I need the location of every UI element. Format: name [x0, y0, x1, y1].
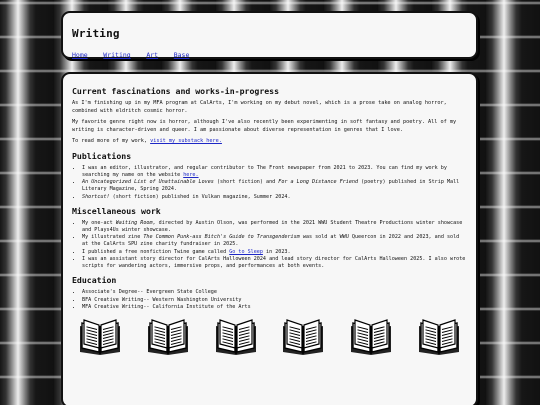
misc-text: My illustrated zine [82, 234, 144, 241]
misc-item [82, 234, 467, 248]
header-panel [61, 11, 478, 59]
education-item: • BFA Creative Writing-- Western Washington University [82, 297, 467, 304]
current-paragraph-3 [72, 138, 467, 146]
education-section [72, 275, 467, 311]
misc-item: • I was an assistant story director for CalArts Halloween 2024 and lead story director for CalArts Halloween 2025. I also wrote scripts for wandering actors, immersive props, and performances at both events. [82, 256, 467, 270]
the-front-link[interactable]: here. [183, 171, 199, 178]
substack-prefix: To read more of my work, [72, 138, 151, 145]
publication-item [82, 165, 467, 179]
nav-writing-link[interactable]: Writing [103, 51, 131, 59]
misc-text: I published a free nonfiction Twine game called [82, 248, 230, 255]
substack-link[interactable]: visit my substack here. [150, 138, 222, 145]
education-item: • MFA Creative Writing-- California Institute of the Arts [82, 304, 467, 311]
open-book-icon [417, 318, 461, 356]
publication-title: For a Long Distance Friend [278, 179, 359, 186]
open-book-icon [214, 318, 258, 356]
misc-text: My one-act [82, 219, 116, 226]
publication-title: Shortcut! [82, 193, 110, 200]
misc-list [72, 220, 467, 271]
misc-heading: Miscellaneous work [72, 205, 161, 216]
current-heading: Current fascinations and works-in-progress [72, 86, 280, 96]
open-book-icon [78, 318, 122, 356]
publication-text: I was an editor, illustrator, and regular contributor to The Front newspaper from 2021 to 2023. You can find my work by searching my name on the website [82, 164, 447, 178]
current-section [72, 86, 467, 146]
education-list [72, 289, 467, 311]
publication-text: (short fiction) and [213, 179, 279, 186]
content-panel [61, 72, 478, 405]
publication-title: An Uncategorized List of Unattainable Loves [82, 179, 214, 186]
site-title: Writing [72, 27, 120, 40]
misc-title: The Common Punk-ass Bitch's Guide to Transgenderism [143, 234, 300, 241]
misc-section [72, 206, 467, 271]
nav-art-link[interactable]: Art [146, 51, 159, 59]
current-paragraph-2: My favorite genre right now is horror, although I've also recently been experimenting in soft fantasy and poetry. All of my writing is character-driven and queer. I am passionate about diverse representation in genres that I love. [72, 119, 457, 133]
book-row [72, 316, 467, 356]
misc-item [82, 220, 467, 234]
misc-title: Waiting Room [115, 219, 153, 226]
education-heading: Education [72, 275, 117, 286]
publication-item [82, 179, 467, 193]
nav-home-link[interactable]: Home [72, 51, 88, 59]
go-to-sleep-link[interactable]: Go to Sleep [229, 248, 263, 255]
publications-list [72, 165, 467, 201]
misc-text: , directed by Austin Olson, was performed in the 2021 WWU Student Theatre Productions winter showcase and Plays4Us winter showcase. [82, 219, 463, 233]
misc-text: was sold at WWU Queercon in 2022 and 2023, and sold at the CalArts SPU zine charity fundraiser in 2025. [82, 234, 460, 248]
education-item: • Associate's Degree-- Evergreen State College [82, 289, 467, 296]
open-book-icon [281, 318, 325, 356]
publications-heading: Publications [72, 150, 132, 161]
publications-section [72, 151, 467, 201]
open-book-icon [146, 318, 190, 356]
publication-text: (short fiction) published in Vulkan magazine, Summer 2024. [109, 193, 291, 200]
misc-text: in 2023. [262, 248, 291, 255]
main-nav [72, 42, 467, 61]
publication-text: (poetry) published in Strip Mall Literary Magazine, Spring 2024. [82, 179, 460, 193]
misc-item [82, 249, 467, 256]
open-book-icon [349, 318, 393, 356]
nav-base-link[interactable]: Base [173, 51, 190, 59]
current-paragraph-1: As I'm finishing up in my MFA program at CalArts, I'm working on my debut novel, which is a prose take on analog horror, combined with eldritch cosmic horror. [72, 100, 447, 114]
publication-item [82, 194, 467, 201]
